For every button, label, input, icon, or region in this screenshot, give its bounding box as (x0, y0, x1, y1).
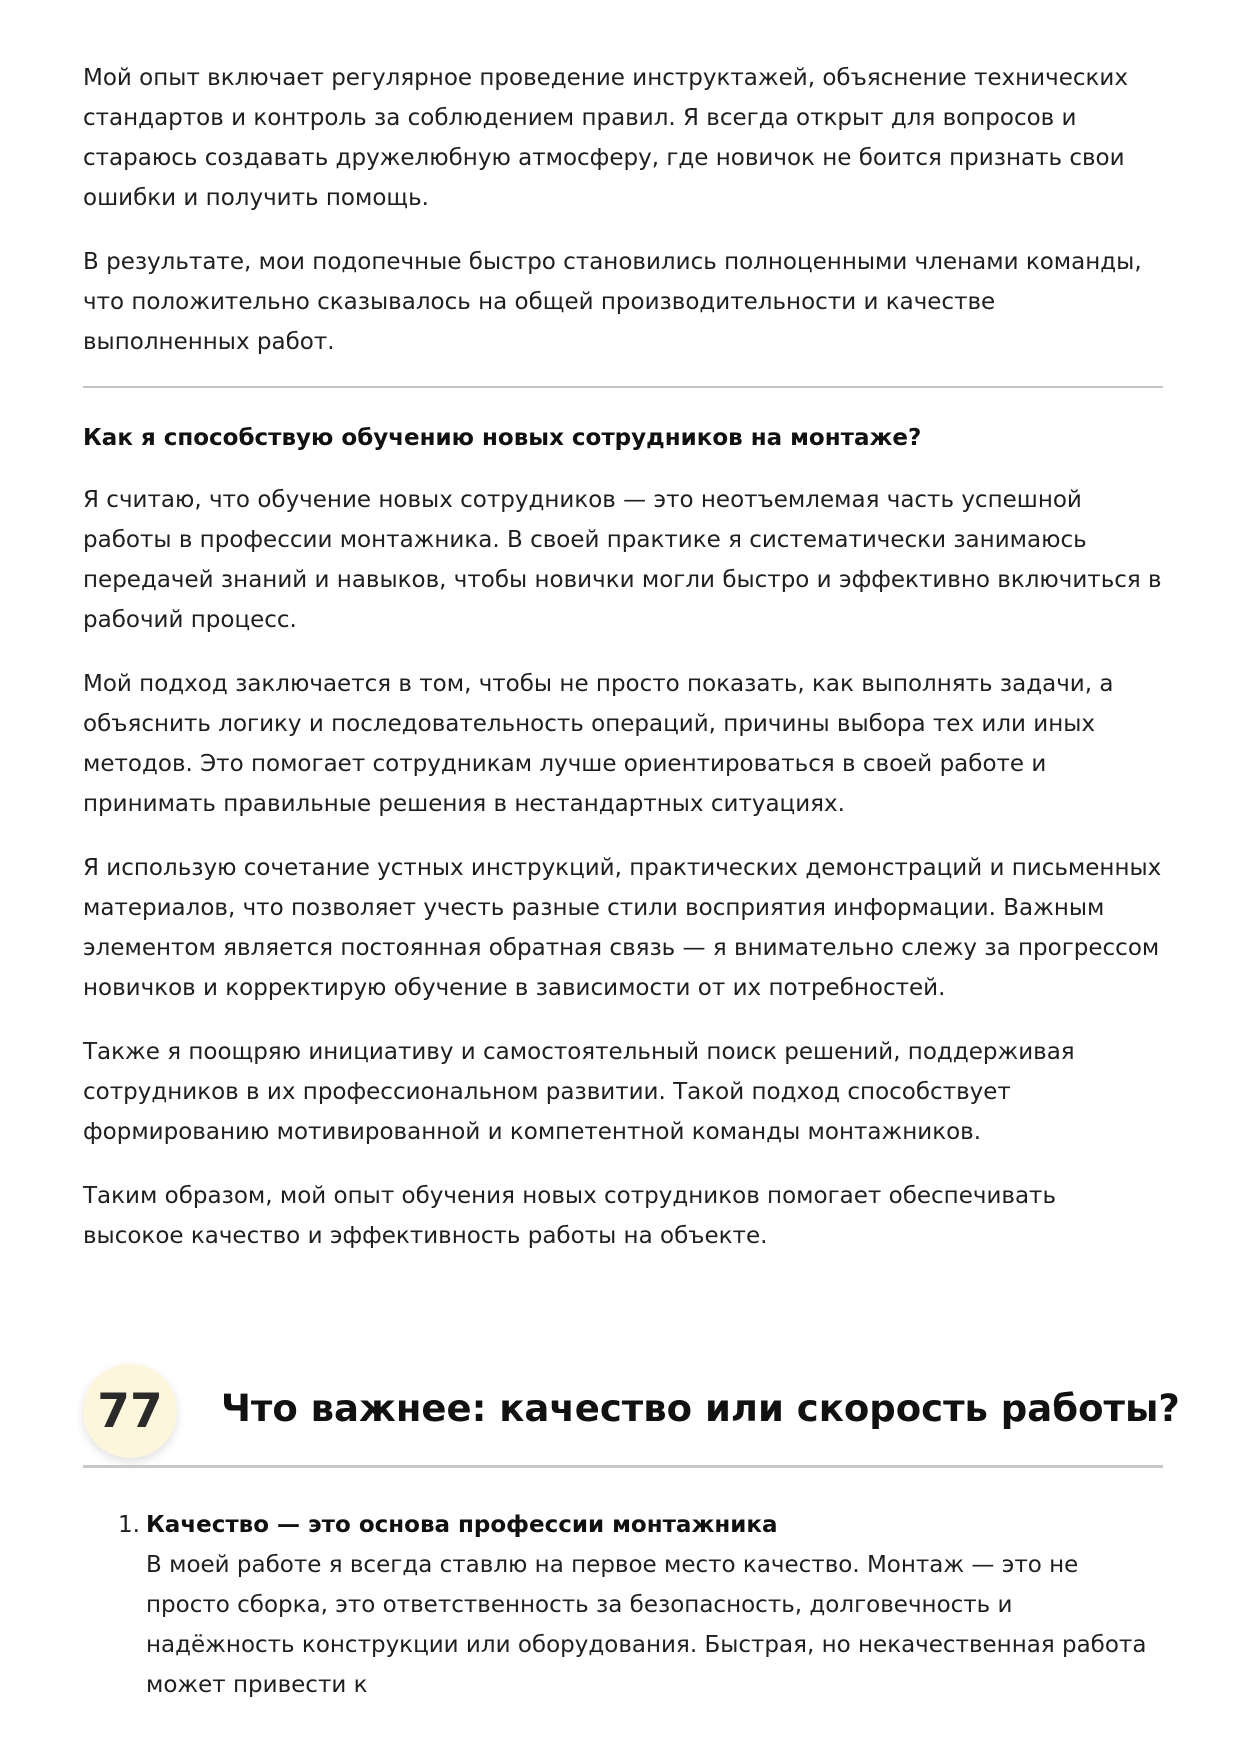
question-number-badge: 77 (83, 1364, 177, 1458)
section-divider (83, 386, 1163, 388)
intro-paragraph: В результате, мои подопечные быстро становились полноценными членами команды, что положительно сказывалось на общей производительности и качестве выполненных работ. (83, 249, 1142, 355)
answer-paragraph: Я использую сочетание устных инструкций, практических демонстраций и письменных материалов, что позволяет учесть разные стили восприятия информации. Важным элементом является постоянная обратная связь — я внимательно слежу за прогрессом новичков и корректирую обучение в зависимости от их потребностей. (83, 855, 1162, 1001)
list-item-title: Качество — это основа профессии монтажника (146, 1512, 778, 1538)
header-divider (83, 1465, 1163, 1468)
answer-paragraph: Я считаю, что обучение новых сотрудников — это неотъемлемая часть успешной работы в профессии монтажника. В своей практике я систематически занимаюсь передачей знаний и навыков, чтобы новички могли быстро и эффективно включиться в рабочий процесс. (83, 487, 1162, 633)
question-title: Что важнее: качество или скорость работы? (221, 1387, 1180, 1430)
answer-paragraph: Таким образом, мой опыт обучения новых сотрудников помогает обеспечивать высокое качество и эффективность работы на объекте. (83, 1183, 1057, 1249)
document-page (83, 58, 1163, 1280)
answer-paragraph: Мой подход заключается в том, чтобы не просто показать, как выполнять задачи, а объяснить логику и последовательность операций, причины выбора тех или иных методов. Это помогает сотрудникам лучше ориентироваться в своей работе и принимать правильные решения в нестандартных ситуациях. (83, 671, 1114, 817)
question-heading: Как я способствую обучению новых сотрудников на монтаже? (83, 425, 922, 451)
answer-paragraph: Также я поощряю инициативу и самостоятельный поиск решений, поддерживая сотрудников в их профессиональном развитии. Такой подход способствует формированию мотивированной и компетентной команды монтажников. (83, 1039, 1075, 1145)
list-item-text: В моей работе я всегда ставлю на первое место качество. Монтаж — это не просто сборка, это ответственность за безопасность, долговечность и надёжность конструкции или оборудования. Быстрая, но некачественная работа может привести к (146, 1552, 1147, 1698)
intro-paragraph: Мой опыт включает регулярное проведение инструктажей, объяснение технических стандартов и контроль за соблюдением правил. Я всегда открыт для вопросов и стараюсь создавать дружелюбную атмосферу, где новичок не боится признать свои ошибки и получить помощь. (83, 65, 1128, 211)
list-item-number: 1. (118, 1512, 140, 1538)
answer-list (118, 1505, 1163, 1705)
list-item (118, 1505, 1163, 1705)
question-section-header (83, 1360, 1180, 1456)
